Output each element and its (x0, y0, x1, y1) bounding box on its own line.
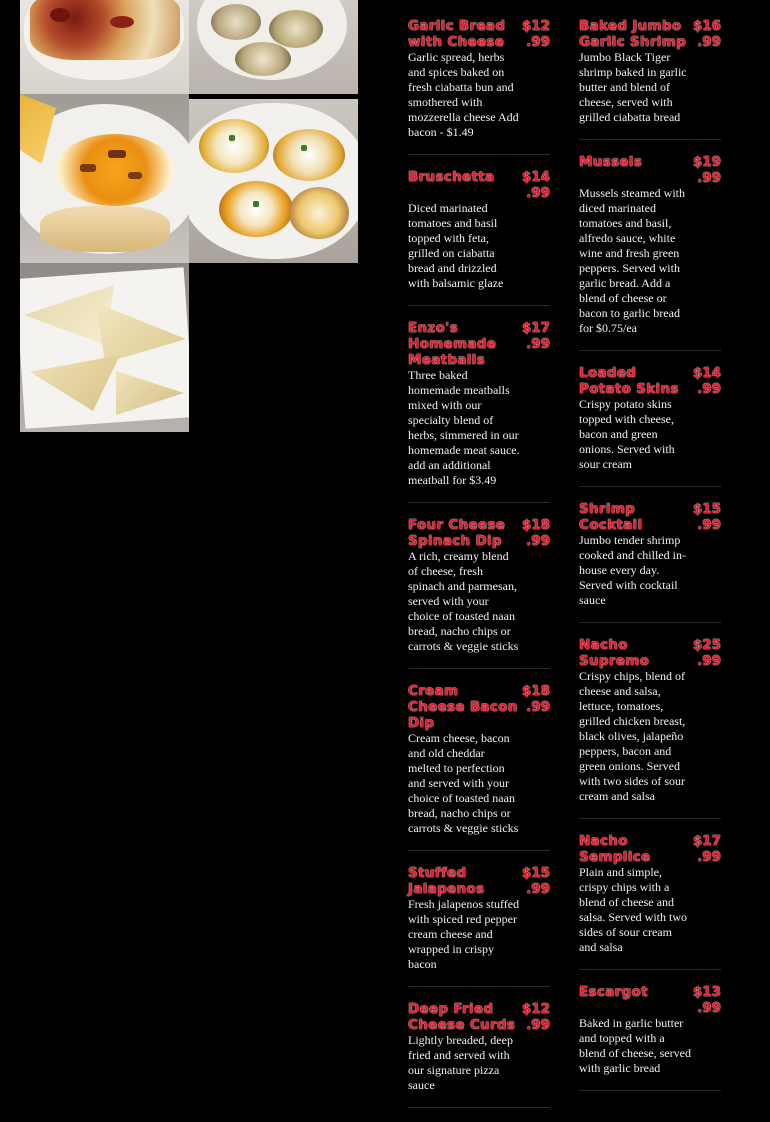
menu-item-price: $18 .99 (521, 683, 550, 715)
menu-item (408, 865, 550, 987)
menu-item-price: $13 .99 (692, 984, 721, 1016)
menu-item (408, 517, 550, 669)
menu-item-price: $15 .99 (521, 865, 550, 897)
menu-item-description: Jumbo tender shrimp cooked and chilled in-house every day. Served with cocktail sauce (579, 533, 686, 607)
menu-item-header (579, 833, 721, 865)
menu-item-name: Loaded Potato Skins (579, 365, 679, 397)
menu-item-name: Escargot (579, 984, 648, 1000)
menu-item-name: Mussels (579, 154, 643, 170)
menu-item-description: Mussels steamed with diced marinated tomatoes and basil, alfredo sauce, white wine and fresh green peppers. Served with garlic bread. Add a blend of cheese or bacon to garlic bread for $0.75/ea (579, 186, 685, 335)
menu-item-header (408, 18, 550, 50)
menu-item-header (579, 637, 721, 669)
menu-item-description: Fresh jalapenos stuffed with spiced red pepper cream cheese and wrapped in crispy bacon (408, 897, 520, 971)
menu-column-left (408, 18, 550, 1122)
menu-item-name: Nacho Semplice (579, 833, 651, 865)
menu-item-description: Jumbo Black Tiger shrimp baked in garlic butter and blend of cheese, served with grilled ciabatta bread (579, 50, 687, 124)
menu-item-name: Baked Jumbo Garlic Shrimp (579, 18, 687, 50)
menu-item-price: $12 .99 (521, 18, 550, 50)
menu-item-price: $12 .99 (521, 1001, 550, 1033)
menu-item (579, 18, 721, 140)
menu-item (408, 18, 550, 155)
garlic-bread-photo[interactable] (20, 0, 189, 94)
menu-item (579, 984, 721, 1091)
menu-item-price: $14 .99 (692, 365, 721, 397)
menu-item-description: Garlic spread, herbs and spices baked on fresh ciabatta bun and smothered with mozzerella cheese Add bacon - $1.49 (408, 50, 519, 139)
photo-gallery (0, 0, 380, 440)
menu-item-description: Lightly breaded, deep fried and served with our signature pizza sauce (408, 1033, 513, 1092)
menu-item (408, 169, 550, 306)
menu-item (579, 637, 721, 819)
potato-skins-photo[interactable] (189, 99, 358, 263)
menu-item-price: $18 .99 (521, 517, 550, 549)
menu-item-header (579, 365, 721, 397)
menu-item (579, 365, 721, 487)
menu-item-description: Diced marinated tomatoes and basil topped with feta, grilled on ciabatta bread and drizzled with balsamic glaze (408, 201, 504, 290)
menu-item-header (579, 984, 721, 1016)
menu-item-name: Cream Cheese Bacon Dip (408, 683, 518, 731)
menu-item-description: Three baked homemade meatballs mixed with our specialty blend of herbs, simmered in our homemade meat sauce. add an additional meatball for $3.49 (408, 368, 520, 487)
menu-item (408, 1001, 550, 1108)
menu-item-price: $17 .99 (692, 833, 721, 865)
menu-item (579, 833, 721, 970)
spinach-dip-photo[interactable] (20, 94, 189, 263)
menu-item-name: Deep Fried Cheese Curds (408, 1001, 516, 1033)
menu-item-description: Crispy chips, blend of cheese and salsa, lettuce, tomatoes, grilled chicken breast, black olives, jalapeño peppers, bacon and green onions. Served with two sides of sour cream and salsa (579, 669, 686, 803)
menu-item-header (408, 865, 550, 897)
menu-item-description: Plain and simple, crispy chips with a blend of cheese and salsa. Served with two sides of sour cream and salsa (579, 865, 687, 954)
menu-item-price: $14 .99 (521, 169, 550, 201)
menu-item-name: Bruschetta (408, 169, 495, 185)
menu-item-header (408, 1001, 550, 1033)
menu-item (579, 154, 721, 351)
menu-item-header (579, 18, 721, 50)
menu-item-description: Crispy potato skins topped with cheese, bacon and green onions. Served with sour cream (579, 397, 675, 471)
menu-item-description: Baked in garlic butter and topped with a blend of cheese, served with garlic bread (579, 1016, 691, 1075)
menu-item-name: Nacho Supremo (579, 637, 650, 669)
menu-item-price: $25 .99 (692, 637, 721, 669)
menu-item-name: Enzo's Homemade Meatballs (408, 320, 497, 368)
flatbread-photo[interactable] (20, 263, 189, 432)
menu-item-price: $17 .99 (521, 320, 550, 352)
menu-item-name: Stuffed Jalapenos (408, 865, 485, 897)
menu-item-price: $15 .99 (692, 501, 721, 533)
menu-column-right (579, 18, 721, 1105)
menu-item (579, 501, 721, 623)
menu-item-header (408, 169, 550, 201)
menu-item-name: Garlic Bread with Cheese (408, 18, 506, 50)
menu-item-description: Cream cheese, bacon and old cheddar melted to perfection and served with your choice of toasted naan bread, nacho chips or carrots & veggie sticks (408, 731, 519, 835)
menu-item-price: $19 .99 (692, 154, 721, 186)
menu-item-name: Four Cheese Spinach Dip (408, 517, 506, 549)
menu-item-header (408, 517, 550, 549)
menu-item-header (408, 683, 550, 731)
menu-item (408, 320, 550, 503)
menu-item-description: A rich, creamy blend of cheese, fresh spinach and parmesan, served with your choice of toasted naan bread, nacho chips or carrots & veggie sticks (408, 549, 519, 653)
menu-item-name: Shrimp Cocktail (579, 501, 643, 533)
menu-item-header (579, 501, 721, 533)
stuffed-mushroom-photo[interactable] (189, 0, 358, 94)
menu-item-price: $16 .99 (692, 18, 721, 50)
menu-item (408, 683, 550, 851)
menu-item-header (579, 154, 721, 186)
menu-item-header (408, 320, 550, 368)
